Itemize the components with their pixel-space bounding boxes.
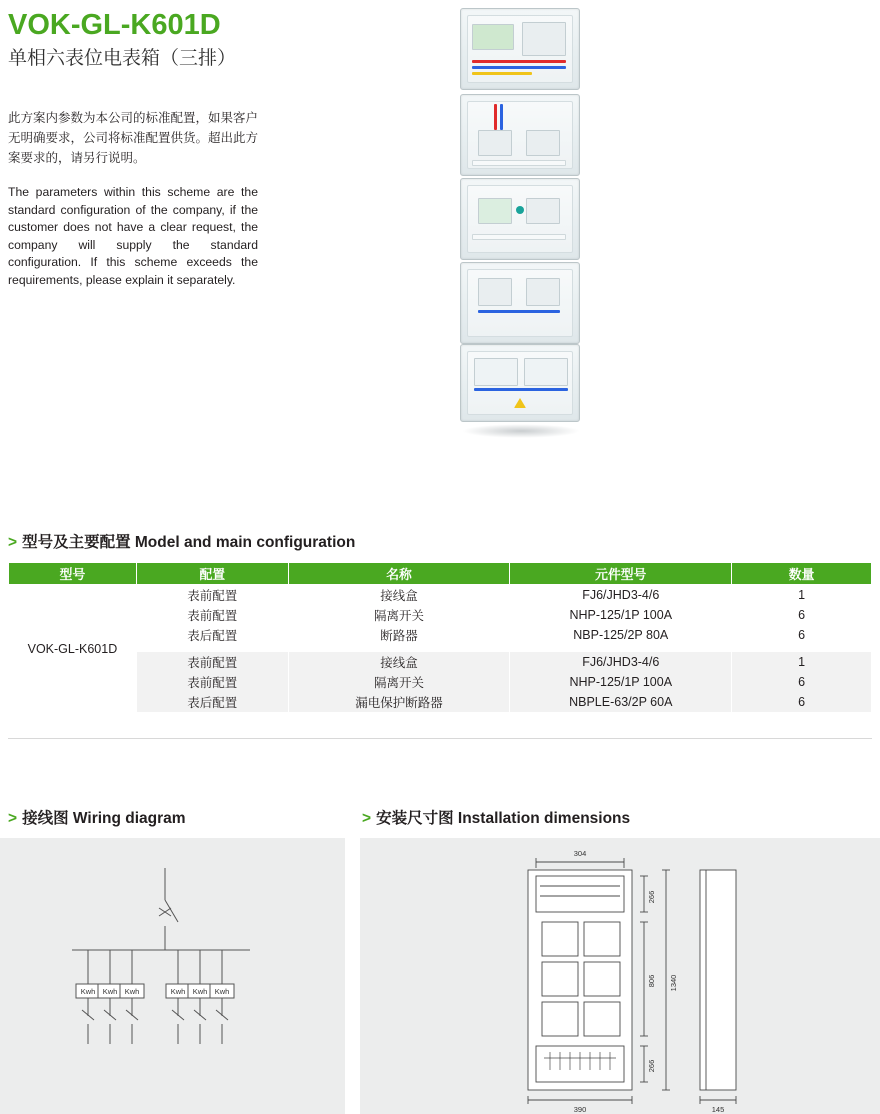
meter-label: Kwh [214, 987, 230, 996]
wiring-diagram-panel [0, 838, 345, 1114]
cell-model: VOK-GL-K601D [9, 585, 137, 713]
breaker-group [522, 22, 566, 56]
divider-rail [472, 234, 566, 240]
cell-name: 隔离开关 [288, 672, 510, 692]
table-row [9, 605, 872, 625]
section-title-en: Model and main configuration [134, 534, 356, 551]
section-marker-icon: > [8, 534, 18, 551]
header-text-block [8, 8, 438, 289]
table-row [9, 652, 872, 672]
cell-config: 表前配置 [136, 605, 288, 625]
cabinet-inner [467, 15, 573, 83]
wire-blue [500, 104, 503, 130]
cell-part: NBP-125/2P 80A [510, 625, 732, 645]
section-title-cn: 安装尺寸图 [376, 810, 454, 827]
th-qty: 数量 [732, 563, 872, 585]
warning-triangle-icon [514, 398, 526, 408]
dim-total-height: 1340 [669, 974, 678, 992]
meter-slot [526, 130, 560, 156]
meter-slot [478, 198, 512, 224]
divider-rail [472, 160, 566, 166]
section-marker-icon: > [8, 810, 18, 827]
cabinet-section-4 [460, 262, 580, 344]
product-photo [452, 4, 592, 464]
cabinet-inner [467, 101, 573, 169]
dim-bottom-height: 266 [647, 1059, 656, 1073]
indicator-dot [516, 206, 524, 214]
cell-qty: 1 [732, 652, 872, 672]
wire-red [494, 104, 497, 130]
meter-label: Kwh [124, 987, 140, 996]
table-row [9, 692, 872, 712]
cabinet-section-3 [460, 178, 580, 260]
cell-part: NBPLE-63/2P 60A [510, 692, 732, 712]
installation-dimensions-panel [360, 838, 880, 1114]
meter-slot [478, 130, 512, 156]
cell-config: 表前配置 [136, 585, 288, 606]
section-heading-dimensions [362, 806, 630, 828]
meter-slot [526, 278, 560, 306]
spacer-cell [136, 645, 871, 652]
cell-qty: 6 [732, 625, 872, 645]
cell-config: 表后配置 [136, 692, 288, 712]
cell-part: FJ6/JHD3-4/6 [510, 652, 732, 672]
wire-yellow [472, 72, 532, 75]
cabinet-section-top [460, 8, 580, 90]
dim-top-height: 266 [647, 890, 656, 904]
cabinet-inner [467, 269, 573, 337]
section-marker-icon: > [362, 810, 372, 827]
cell-qty: 1 [732, 585, 872, 606]
th-model: 型号 [9, 563, 137, 585]
cell-config: 表前配置 [136, 672, 288, 692]
table-row [9, 672, 872, 692]
note-english: The parameters within this scheme are the standard configuration of the company, if the customer does not have a clear request, the company will supply the standard configuration. If this scheme exceeds the requirements, please explain it separately. [8, 185, 258, 287]
wiring-diagram-svg [0, 838, 345, 1114]
section-title-en: Installation dimensions [457, 810, 631, 827]
section-title-cn: 接线图 [22, 810, 69, 827]
cell-name: 接线盒 [288, 585, 510, 606]
table-header-row [9, 563, 872, 585]
note-chinese: 此方案内参数为本公司的标准配置，如果客户无明确要求，公司将标准配置供货。超出此方案要求的，请另行说明。 [8, 111, 259, 165]
terminal-block-green [472, 24, 514, 50]
cell-name: 接线盒 [288, 652, 510, 672]
cell-qty: 6 [732, 605, 872, 625]
table-row [9, 585, 872, 606]
cabinet-section-2 [460, 94, 580, 176]
dimensions-drawing-svg [360, 838, 880, 1114]
cabinet-inner [467, 351, 573, 415]
wire-blue [472, 66, 566, 69]
meter-label: Kwh [80, 987, 96, 996]
wire-blue [474, 388, 568, 391]
th-name: 名称 [288, 563, 510, 585]
meter-label: Kwh [102, 987, 118, 996]
cell-name: 漏电保护断路器 [288, 692, 510, 712]
cell-qty: 6 [732, 692, 872, 712]
cell-part: NHP-125/1P 100A [510, 605, 732, 625]
meter-slot [478, 278, 512, 306]
cell-config: 表前配置 [136, 652, 288, 672]
meter-label: Kwh [192, 987, 208, 996]
table-row [9, 625, 872, 645]
meter-label: Kwh [170, 987, 186, 996]
cell-part: NHP-125/1P 100A [510, 672, 732, 692]
page-title: VOK-GL-K601D [8, 9, 221, 41]
cell-name: 断路器 [288, 625, 510, 645]
dim-total-width: 390 [573, 1105, 587, 1114]
page-subtitle: 单相六表位电表箱（三排） [8, 48, 237, 69]
meter-slot [526, 198, 560, 224]
cabinet-inner [467, 185, 573, 253]
dim-side-depth: 145 [711, 1105, 725, 1114]
dim-middle-height: 806 [647, 974, 656, 988]
section-title-en: Wiring diagram [72, 810, 186, 827]
section-title-cn: 型号及主要配置 [22, 534, 131, 551]
section-heading-wiring [8, 806, 186, 828]
breaker-group [474, 358, 518, 386]
section-heading-config [8, 530, 355, 552]
wire-red [472, 60, 566, 63]
cell-qty: 6 [732, 672, 872, 692]
wire-blue [478, 310, 560, 313]
cell-name: 隔离开关 [288, 605, 510, 625]
th-config: 配置 [136, 563, 288, 585]
photo-shadow [462, 424, 580, 438]
configuration-table [8, 562, 872, 712]
cell-part: FJ6/JHD3-4/6 [510, 585, 732, 606]
dim-top-width: 304 [573, 849, 587, 858]
cell-config: 表后配置 [136, 625, 288, 645]
table-bottom-rule [8, 738, 872, 739]
breaker-group [524, 358, 568, 386]
cabinet-section-bottom [460, 344, 580, 422]
th-part: 元件型号 [510, 563, 732, 585]
table-row-spacer [9, 645, 872, 652]
